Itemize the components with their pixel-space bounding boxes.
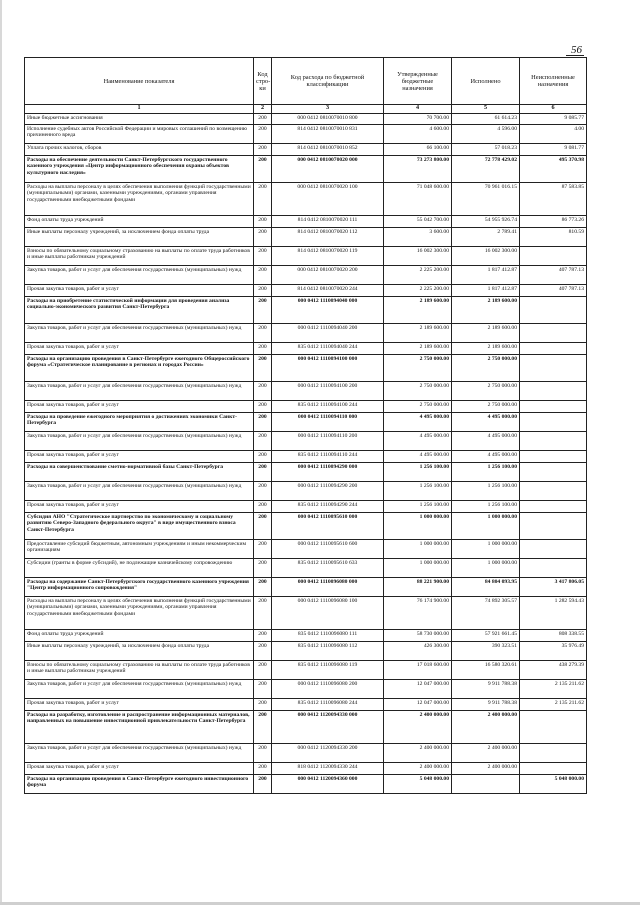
cell-executed <box>452 775 520 794</box>
cell-row-code: 200 <box>254 228 272 247</box>
table-row <box>25 247 587 266</box>
cell-executed: 2 189 600.00 <box>452 324 520 343</box>
cell-row-code: 200 <box>254 597 272 630</box>
table-row <box>25 413 587 432</box>
cell-approved: 4 600.00 <box>384 125 452 144</box>
table-row <box>25 432 587 451</box>
cell-name: Прочая закупка товаров, работ и услуг <box>25 401 254 413</box>
cell-expense-code: 000 0412 0810070010 800 <box>272 114 384 125</box>
cell-remaining <box>520 540 587 559</box>
table-row <box>25 711 587 744</box>
cell-approved: 58 730 000.00 <box>384 630 452 642</box>
cell-row-code: 200 <box>254 413 272 432</box>
cell-remaining <box>520 355 587 382</box>
cell-approved: 1 000 000.00 <box>384 513 452 540</box>
cell-approved: 2 225 200.00 <box>384 285 452 297</box>
cell-executed: 2 189 600.00 <box>452 343 520 355</box>
cell-approved: 2 189 600.00 <box>384 343 452 355</box>
cell-approved: 66 100.00 <box>384 144 452 156</box>
cell-executed: 16 580 320.61 <box>452 661 520 680</box>
cell-row-code: 200 <box>254 183 272 216</box>
cell-executed: 390 323.51 <box>452 642 520 661</box>
cell-row-code: 200 <box>254 156 272 183</box>
scan-edge-left <box>0 0 2 905</box>
cell-executed: 4 495 000.00 <box>452 413 520 432</box>
column-number: 6 <box>520 105 587 114</box>
cell-row-code: 200 <box>254 355 272 382</box>
cell-row-code: 200 <box>254 775 272 794</box>
page-number: 56 <box>571 44 582 56</box>
cell-executed: 4 596.00 <box>452 125 520 144</box>
cell-row-code: 200 <box>254 513 272 540</box>
cell-remaining: 3 417 806.05 <box>520 578 587 597</box>
cell-name: Взносы по обязательному социальному страхованию на выплаты по оплате труда работников и иные выплаты работникам учреждений <box>25 247 254 266</box>
cell-approved: 2 400 000.00 <box>384 744 452 763</box>
cell-expense-code: 000 0412 1110095610 600 <box>272 540 384 559</box>
cell-executed: 2 789.41 <box>452 228 520 247</box>
table-row <box>25 401 587 413</box>
cell-remaining: 407 787.13 <box>520 285 587 297</box>
cell-executed: 54 955 926.74 <box>452 216 520 228</box>
table-row <box>25 775 587 794</box>
cell-remaining: 35 976.49 <box>520 642 587 661</box>
cell-expense-code: 814 0412 0810070020 119 <box>272 247 384 266</box>
cell-expense-code: 000 0412 1110094290 200 <box>272 482 384 501</box>
cell-approved: 12 047 000.00 <box>384 699 452 711</box>
cell-row-code: 200 <box>254 114 272 125</box>
table-row <box>25 463 587 482</box>
cell-row-code: 200 <box>254 482 272 501</box>
table-row <box>25 228 587 247</box>
cell-row-code: 200 <box>254 382 272 401</box>
cell-row-code: 200 <box>254 451 272 463</box>
cell-name: Расходы на содержание Санкт-Петербургского государственного казенного учреждения "Центр информационного сопровождения" <box>25 578 254 597</box>
cell-approved: 70 700.00 <box>384 114 452 125</box>
cell-remaining: 4.00 <box>520 125 587 144</box>
cell-remaining <box>520 343 587 355</box>
cell-approved: 76 174 900.00 <box>384 597 452 630</box>
cell-expense-code: 814 0412 0810070020 111 <box>272 216 384 228</box>
cell-name: Расходы на выплаты персоналу в целях обеспечения выполнения функций государственными (муниципальными) органами, казенными учреждениями, органами управления государственными внебюджетными фондами <box>25 597 254 630</box>
cell-approved: 2 750 000.00 <box>384 401 452 413</box>
table-header-row <box>25 58 587 105</box>
cell-executed: 2 750 000.00 <box>452 401 520 413</box>
cell-expense-code: 814 0412 0810070020 244 <box>272 285 384 297</box>
cell-name: Закупка товаров, работ и услуг для обеспечения государственных (муниципальных) нужд <box>25 382 254 401</box>
cell-expense-code: 000 0412 1110094040 200 <box>272 324 384 343</box>
table-row <box>25 597 587 630</box>
cell-remaining: 495 370.98 <box>520 156 587 183</box>
cell-expense-code: 000 0412 1110094290 000 <box>272 463 384 482</box>
cell-remaining: 2 135 211.62 <box>520 680 587 699</box>
cell-name: Закупка товаров, работ и услуг для обеспечения государственных (муниципальных) нужд <box>25 482 254 501</box>
cell-name: Закупка товаров, работ и услуг для обеспечения государственных (муниципальных) нужд <box>25 680 254 699</box>
cell-approved: 2 400 000.00 <box>384 711 452 744</box>
cell-executed: 1 817 412.87 <box>452 266 520 285</box>
cell-expense-code: 000 0412 0810070020 100 <box>272 183 384 216</box>
cell-name: Иные выплаты персоналу учреждений, за исключением фонда оплаты труда <box>25 642 254 661</box>
cell-name: Прочая закупка товаров, работ и услуг <box>25 501 254 513</box>
table-row <box>25 642 587 661</box>
cell-expense-code: 814 0412 0810070020 112 <box>272 228 384 247</box>
cell-expense-code: 835 0412 1110096080 111 <box>272 630 384 642</box>
table-row <box>25 144 587 156</box>
cell-row-code: 200 <box>254 343 272 355</box>
cell-expense-code: 000 0412 1110094040 000 <box>272 297 384 324</box>
cell-executed: 2 750 000.00 <box>452 355 520 382</box>
cell-remaining: 2 135 211.62 <box>520 699 587 711</box>
cell-expense-code: 000 0412 1120094360 000 <box>272 775 384 794</box>
cell-approved: 4 495 000.00 <box>384 413 452 432</box>
cell-approved: 2 189 600.00 <box>384 324 452 343</box>
cell-remaining <box>520 559 587 578</box>
cell-expense-code: 835 0412 1110094100 244 <box>272 401 384 413</box>
cell-expense-code: 835 0412 1110096080 244 <box>272 699 384 711</box>
cell-name: Расходы на проведение ежегодного мероприятия о достижениях экономики Санкт-Петербурга <box>25 413 254 432</box>
table-body <box>25 114 587 794</box>
cell-expense-code: 000 0412 1110096080 000 <box>272 578 384 597</box>
cell-executed: 4 495 000.00 <box>452 451 520 463</box>
cell-expense-code: 835 0412 1110094110 244 <box>272 451 384 463</box>
table-row <box>25 266 587 285</box>
cell-expense-code: 000 0412 1110094100 000 <box>272 355 384 382</box>
cell-approved: 55 042 700.00 <box>384 216 452 228</box>
table-row <box>25 297 587 324</box>
table-row <box>25 382 587 401</box>
cell-executed: 74 892 305.57 <box>452 597 520 630</box>
cell-row-code: 200 <box>254 216 272 228</box>
cell-name: Субсидия АНО "Стратегическое партнерство по экономическому и социальному развитию Северо-Западного федерального округа" в виде имущественного взноса Санкт-Петербурга <box>25 513 254 540</box>
cell-remaining <box>520 382 587 401</box>
column-number: 1 <box>25 105 254 114</box>
table-row <box>25 680 587 699</box>
cell-approved: 73 273 800.00 <box>384 156 452 183</box>
cell-remaining <box>520 324 587 343</box>
header-indicator-name: Наименование показателя <box>25 58 254 105</box>
cell-name: Расходы на организацию проведения в Санкт-Петербурге ежегодного Общероссийского форума «Стратегическое планирование в регионах и городах России» <box>25 355 254 382</box>
cell-remaining <box>520 432 587 451</box>
cell-executed: 1 000 000.00 <box>452 513 520 540</box>
header-expense-code: Код расхода по бюджетной классификации <box>272 58 384 105</box>
table-row <box>25 699 587 711</box>
cell-approved: 16 002 300.00 <box>384 247 452 266</box>
cell-expense-code: 000 0412 1120094330 200 <box>272 744 384 763</box>
cell-expense-code: 000 0412 1110095610 000 <box>272 513 384 540</box>
column-number: 4 <box>384 105 452 114</box>
cell-approved: 12 047 000.00 <box>384 680 452 699</box>
table-row <box>25 763 587 775</box>
cell-row-code: 200 <box>254 680 272 699</box>
header-approved: Утвержденные бюджетные назначения <box>384 58 452 105</box>
cell-name: Расходы на разработку, изготовление и распространение информационных материалов, направленных на повышение инвестиционной привлекательности Санкт-Петербурга <box>25 711 254 744</box>
table-row <box>25 114 587 125</box>
cell-remaining <box>520 247 587 266</box>
cell-executed: 2 400 000.00 <box>452 744 520 763</box>
cell-name: Иные выплаты персоналу учреждений, за исключением фонда оплаты труда <box>25 228 254 247</box>
cell-name: Уплата прочих налогов, сборов <box>25 144 254 156</box>
cell-name: Прочая закупка товаров, работ и услуг <box>25 285 254 297</box>
cell-row-code: 200 <box>254 559 272 578</box>
table-row <box>25 513 587 540</box>
cell-name: Расходы на совершенствование сметно-нормативной базы Санкт-Петербурга <box>25 463 254 482</box>
cell-expense-code: 000 0412 1120094330 000 <box>272 711 384 744</box>
cell-row-code: 200 <box>254 763 272 775</box>
cell-approved: 17 018 600.00 <box>384 661 452 680</box>
cell-expense-code: 835 0412 1110094040 244 <box>272 343 384 355</box>
cell-row-code: 200 <box>254 144 272 156</box>
table-row <box>25 216 587 228</box>
cell-executed: 1 256 100.00 <box>452 463 520 482</box>
cell-expense-code: 000 0412 0810070020 200 <box>272 266 384 285</box>
cell-approved: 5 048 000.00 <box>384 775 452 794</box>
cell-expense-code: 000 0412 1110094100 200 <box>272 382 384 401</box>
cell-expense-code: 835 0412 1110095610 633 <box>272 559 384 578</box>
cell-expense-code: 835 0412 1110096080 112 <box>272 642 384 661</box>
cell-remaining <box>520 482 587 501</box>
cell-remaining: 810.59 <box>520 228 587 247</box>
cell-expense-code: 835 0412 1110096080 119 <box>272 661 384 680</box>
cell-name: Закупка товаров, работ и услуг для обеспечения государственных (муниципальных) нужд <box>25 432 254 451</box>
cell-row-code: 200 <box>254 297 272 324</box>
cell-name: Закупка товаров, работ и услуг для обеспечения государственных (муниципальных) нужд <box>25 266 254 285</box>
cell-expense-code: 835 0412 1110094290 244 <box>272 501 384 513</box>
cell-expense-code: 000 0412 1110094110 200 <box>272 432 384 451</box>
cell-expense-code: 814 0412 0810070010 852 <box>272 144 384 156</box>
cell-executed: 72 778 429.02 <box>452 156 520 183</box>
cell-executed: 16 002 300.00 <box>452 247 520 266</box>
cell-remaining <box>520 401 587 413</box>
cell-approved: 2 189 600.00 <box>384 297 452 324</box>
cell-expense-code: 000 0412 1110096080 200 <box>272 680 384 699</box>
cell-executed: 4 495 000.00 <box>452 432 520 451</box>
cell-approved: 2 225 200.00 <box>384 266 452 285</box>
cell-name: Прочая закупка товаров, работ и услуг <box>25 343 254 355</box>
table-row <box>25 125 587 144</box>
cell-row-code: 200 <box>254 711 272 744</box>
cell-remaining <box>520 763 587 775</box>
cell-name: Закупка товаров, работ и услуг для обеспечения государственных (муниципальных) нужд <box>25 324 254 343</box>
cell-executed: 57 018.23 <box>452 144 520 156</box>
cell-name: Фонд оплаты труда учреждений <box>25 216 254 228</box>
cell-name: Расходы на обеспечение деятельности Санкт-Петербургского государственного казенного учреждения «Центр информационного обеспечения охраны объектов культурного наследия» <box>25 156 254 183</box>
cell-remaining <box>520 413 587 432</box>
cell-expense-code: 000 0412 0810070020 000 <box>272 156 384 183</box>
cell-row-code: 200 <box>254 661 272 680</box>
cell-row-code: 200 <box>254 125 272 144</box>
column-number-row <box>25 105 587 114</box>
cell-row-code: 200 <box>254 266 272 285</box>
cell-executed: 2 400 000.00 <box>452 763 520 775</box>
cell-remaining <box>520 501 587 513</box>
cell-approved: 71 048 600.00 <box>384 183 452 216</box>
cell-approved: 3 600.00 <box>384 228 452 247</box>
cell-name: Субсидии (гранты в форме субсидий), не подлежащие казначейскому сопровождению <box>25 559 254 578</box>
cell-remaining <box>520 711 587 744</box>
cell-approved: 4 495 000.00 <box>384 432 452 451</box>
cell-executed: 2 400 000.00 <box>452 711 520 744</box>
cell-row-code: 200 <box>254 630 272 642</box>
table-row <box>25 661 587 680</box>
table-row <box>25 540 587 559</box>
cell-name: Исполнение судебных актов Российской Федерации и мировых соглашений по возмещению причиненного вреда <box>25 125 254 144</box>
cell-executed: 9 911 788.38 <box>452 680 520 699</box>
cell-executed: 1 817 412.87 <box>452 285 520 297</box>
cell-remaining <box>520 451 587 463</box>
table-row <box>25 501 587 513</box>
page-number-underline <box>566 55 584 56</box>
cell-name: Взносы по обязательному социальному страхованию на выплаты по оплате труда работников и иные выплаты работникам учреждений <box>25 661 254 680</box>
table-row <box>25 744 587 763</box>
cell-name: Иные бюджетные ассигнования <box>25 114 254 125</box>
cell-executed: 1 000 000.00 <box>452 559 520 578</box>
cell-expense-code: 000 0412 1110096080 100 <box>272 597 384 630</box>
cell-name: Фонд оплаты труда учреждений <box>25 630 254 642</box>
table-row <box>25 451 587 463</box>
cell-name: Расходы на приобретение статистической информации для проведения анализа социально-экономического развития Санкт-Петербурга <box>25 297 254 324</box>
budget-execution-table <box>24 57 587 794</box>
column-number: 3 <box>272 105 384 114</box>
cell-approved: 88 221 900.00 <box>384 578 452 597</box>
cell-executed: 1 000 000.00 <box>452 540 520 559</box>
cell-approved: 2 750 000.00 <box>384 382 452 401</box>
cell-row-code: 200 <box>254 324 272 343</box>
cell-approved: 4 495 000.00 <box>384 451 452 463</box>
cell-name: Закупка товаров, работ и услуг для обеспечения государственных (муниципальных) нужд <box>25 744 254 763</box>
cell-executed: 70 961 016.15 <box>452 183 520 216</box>
cell-row-code: 200 <box>254 578 272 597</box>
cell-remaining: 438 279.39 <box>520 661 587 680</box>
cell-remaining <box>520 744 587 763</box>
cell-executed: 1 256 100.00 <box>452 501 520 513</box>
cell-approved: 2 400 000.00 <box>384 763 452 775</box>
cell-row-code: 200 <box>254 285 272 297</box>
cell-expense-code: 814 0412 0810070010 831 <box>272 125 384 144</box>
cell-row-code: 200 <box>254 642 272 661</box>
cell-approved: 426 300.00 <box>384 642 452 661</box>
cell-remaining <box>520 513 587 540</box>
cell-remaining: 407 787.13 <box>520 266 587 285</box>
column-number: 5 <box>452 105 520 114</box>
cell-executed: 57 921 661.45 <box>452 630 520 642</box>
table-row <box>25 285 587 297</box>
table-row <box>25 630 587 642</box>
cell-row-code: 200 <box>254 463 272 482</box>
cell-row-code: 200 <box>254 501 272 513</box>
cell-remaining <box>520 297 587 324</box>
cell-name: Расходы на выплаты персоналу в целях обеспечения выполнения функций государственными (муниципальными) органами, казенными учреждениями, органами управления государственными внебюджетными фондами <box>25 183 254 216</box>
cell-executed: 1 256 100.00 <box>452 482 520 501</box>
cell-executed: 2 750 000.00 <box>452 382 520 401</box>
cell-remaining: 86 773.26 <box>520 216 587 228</box>
cell-name: Прочая закупка товаров, работ и услуг <box>25 451 254 463</box>
cell-expense-code: 818 0412 1120094330 244 <box>272 763 384 775</box>
cell-approved: 2 750 000.00 <box>384 355 452 382</box>
table-row <box>25 482 587 501</box>
cell-executed: 84 804 093.95 <box>452 578 520 597</box>
cell-row-code: 200 <box>254 401 272 413</box>
cell-remaining: 9 085.77 <box>520 114 587 125</box>
cell-remaining <box>520 463 587 482</box>
cell-remaining: 5 048 000.00 <box>520 775 587 794</box>
cell-remaining: 808 338.55 <box>520 630 587 642</box>
cell-approved: 1 256 100.00 <box>384 501 452 513</box>
header-remaining: Неисполненные назначения <box>520 58 587 105</box>
table-row <box>25 343 587 355</box>
table-row <box>25 156 587 183</box>
cell-row-code: 200 <box>254 744 272 763</box>
cell-remaining: 9 081.77 <box>520 144 587 156</box>
cell-name: Расходы на организацию проведения в Санкт-Петербурге ежегодного инвестиционного форума <box>25 775 254 794</box>
column-number: 2 <box>254 105 272 114</box>
header-row-code: Код стро-ки <box>254 58 272 105</box>
cell-row-code: 200 <box>254 432 272 451</box>
header-executed: Исполнено <box>452 58 520 105</box>
cell-executed: 61 614.23 <box>452 114 520 125</box>
cell-expense-code: 000 0412 1110094110 000 <box>272 413 384 432</box>
cell-approved: 1 000 000.00 <box>384 540 452 559</box>
cell-row-code: 200 <box>254 699 272 711</box>
cell-approved: 1 000 000.00 <box>384 559 452 578</box>
cell-remaining: 1 282 594.43 <box>520 597 587 630</box>
table-row <box>25 355 587 382</box>
cell-row-code: 200 <box>254 540 272 559</box>
cell-approved: 1 256 100.00 <box>384 463 452 482</box>
table-row <box>25 578 587 597</box>
cell-approved: 1 256 100.00 <box>384 482 452 501</box>
cell-name: Прочая закупка товаров, работ и услуг <box>25 699 254 711</box>
table-row <box>25 324 587 343</box>
cell-name: Прочая закупка товаров, работ и услуг <box>25 763 254 775</box>
cell-remaining: 87 583.85 <box>520 183 587 216</box>
cell-row-code: 200 <box>254 247 272 266</box>
cell-name: Предоставление субсидий бюджетным, автономным учреждениям и иным некоммерческим организациям <box>25 540 254 559</box>
cell-executed: 9 911 788.38 <box>452 699 520 711</box>
table-row <box>25 559 587 578</box>
table-row <box>25 183 587 216</box>
cell-executed: 2 189 600.00 <box>452 297 520 324</box>
